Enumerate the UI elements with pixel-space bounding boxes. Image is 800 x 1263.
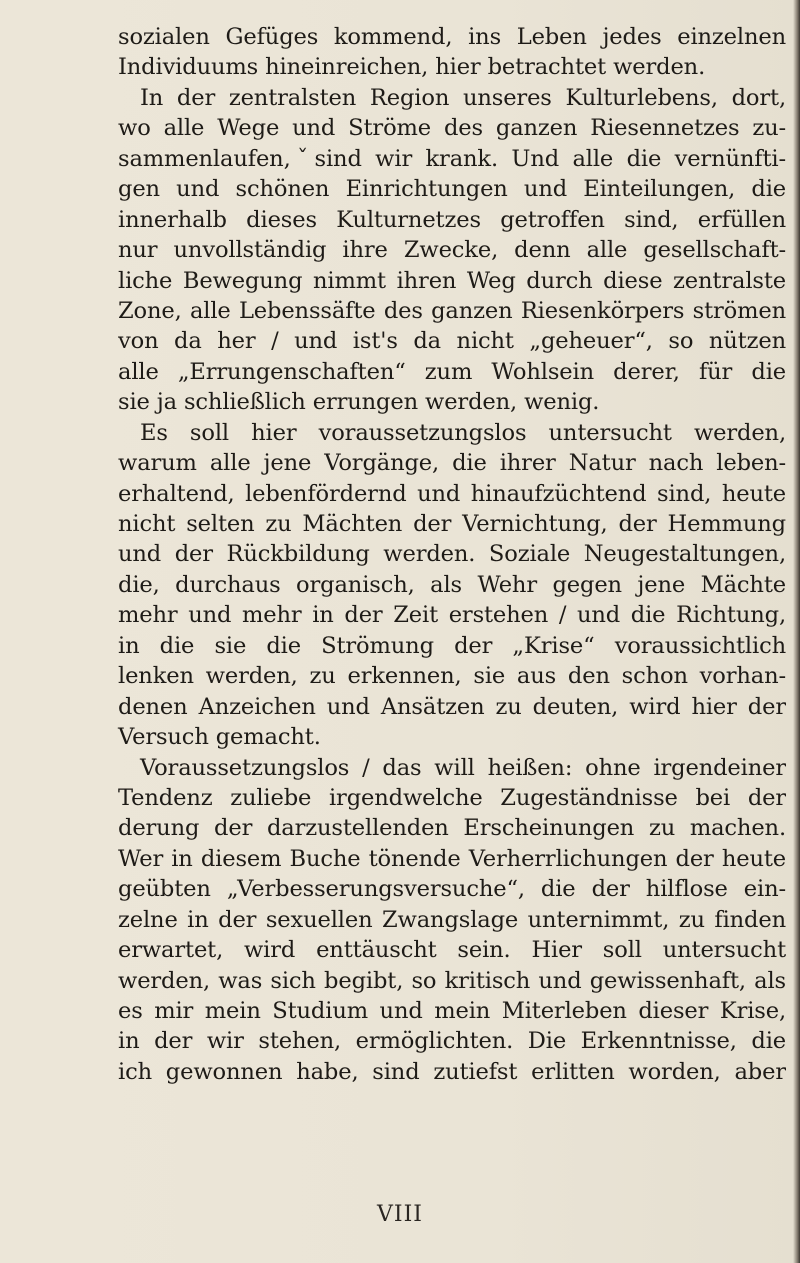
text-line: wo alle Wege und Ströme des ganzen Riesennetzes zu-	[118, 115, 786, 142]
text-line: sozialen Gefüges kommend, ins Leben jedes einzelnen	[118, 24, 786, 50]
text-line: Versuch gemacht.	[118, 724, 321, 751]
text-line: warum alle jene Vorgänge, die ihrer Natur nach leben-	[118, 450, 786, 477]
text-line: Es soll hier voraussetzungslos untersucht werden,	[140, 419, 786, 446]
text-line: und der Rückbildung werden. Soziale Neugestaltungen,	[118, 541, 786, 568]
text-line: werden, was sich begibt, so kritisch und gewissenhaft, als	[118, 967, 786, 994]
text-line: liche Bewegung nimmt ihren Weg durch diese zentralste	[118, 267, 786, 294]
text-line: es mir mein Studium und mein Miterleben dieser Krise,	[118, 998, 786, 1025]
text-line: nicht selten zu Mächten der Vernichtung, der Hemmung	[118, 511, 786, 538]
text-line: ich gewonnen habe, sind zutiefst erlitten worden, aber	[118, 1058, 786, 1085]
text-line: Wer in diesem Buche tönende Verherrlichungen der heute	[118, 845, 786, 872]
text-line: nur unvollständig ihre Zwecke, denn alle gesellschaft-	[118, 237, 786, 264]
text-line: In der zentralsten Region unseres Kulturlebens, dort,	[140, 84, 786, 111]
text-line: innerhalb dieses Kulturnetzes getroffen sind, erfüllen	[118, 206, 786, 233]
text-line: die, durchaus organisch, als Wehr gegen jene Mächte	[118, 571, 786, 598]
text-line: Individuums hineinreichen, hier betrachtet werden.	[118, 54, 706, 81]
text-line: denen Anzeichen und Ansätzen zu deuten, wird hier der	[118, 693, 786, 720]
text-line: mehr und mehr in der Zeit erstehen / und die Richtung,	[118, 602, 786, 629]
text-line: von da her / und ist's da nicht „geheuer“, so nützen	[118, 328, 786, 355]
text-line: Zone, alle Lebenssäfte des ganzen Riesenkörpers strömen	[118, 297, 786, 324]
page-edge-shadow	[793, 0, 800, 1263]
text-line: Voraussetzungslos / das will heißen: ohne irgendeiner	[140, 754, 786, 781]
text-line: sie ja schließlich errungen werden, wenig.	[118, 389, 600, 416]
text-line: alle „Errungenschaften“ zum Wohlsein derer, für die	[118, 358, 786, 385]
text-line: derung der darzustellenden Erscheinungen zu machen.	[118, 815, 786, 842]
text-line: gen und schönen Einrichtungen und Einteilungen, die	[118, 176, 786, 203]
text-line: lenken werden, zu erkennen, sie aus den schon vorhan-	[118, 663, 786, 690]
text-line: erhaltend, lebenfördernd und hinaufzüchtend sind, heute	[118, 480, 786, 507]
text-line: in die sie die Strömung der „Krise“ voraussichtlich	[118, 632, 786, 659]
body-text	[118, 22, 786, 1087]
text-line: zelne in der sexuellen Zwangslage unternimmt, zu finden	[118, 906, 786, 933]
page-number: VIII	[377, 1202, 423, 1227]
text-line: Tendenz zuliebe irgendwelche Zugeständnisse bei der	[118, 784, 786, 811]
text-line: erwartet, wird enttäuscht sein. Hier soll untersucht	[118, 937, 786, 964]
text-line: in der wir stehen, ermöglichten. Die Erkenntnisse, die	[118, 1028, 786, 1055]
text-line: geübten „Verbesserungsversuche“, die der hilflose ein-	[118, 876, 786, 903]
text-line: sammenlaufen,ˇsind wir krank. Und alle die vernünfti-	[118, 145, 786, 172]
